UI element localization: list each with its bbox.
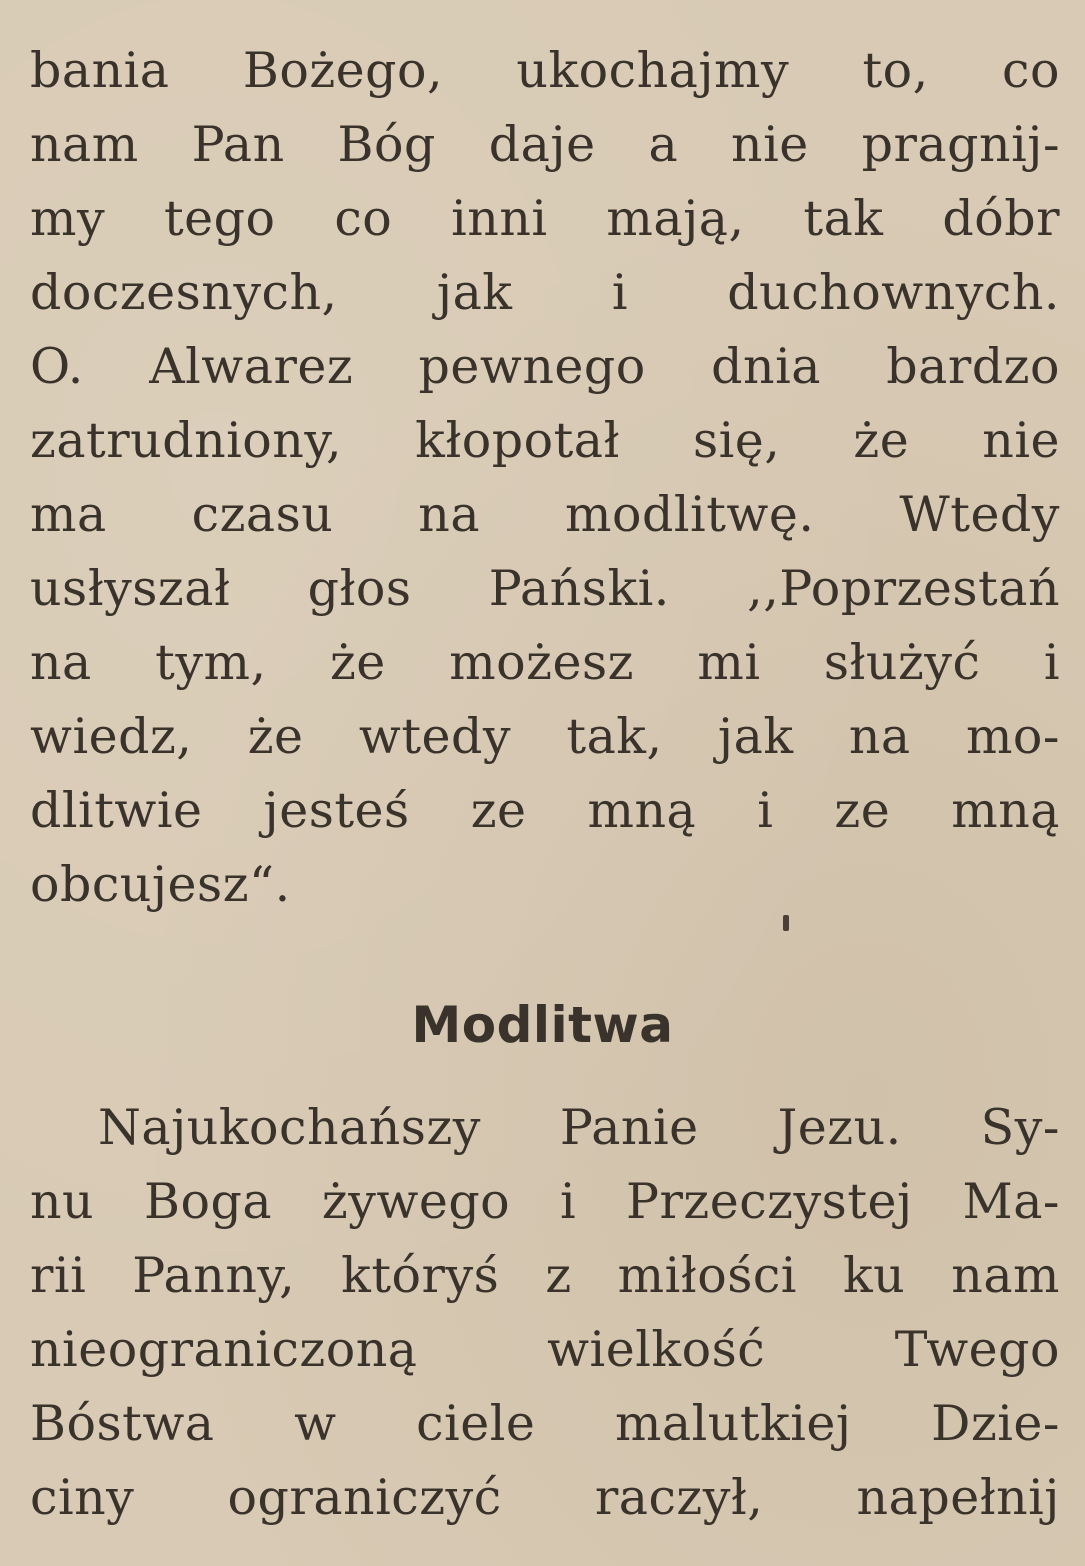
text-line: Bóstwa w ciele malutkiej Dzie- — [30, 1395, 1060, 1452]
text-line: rii Panny, któryś z miłości ku nam — [30, 1247, 1060, 1304]
text-line: wiedz, że wtedy tak, jak na mo- — [30, 708, 1060, 765]
text-line: zatrudniony, kłopotał się, że nie — [30, 412, 1060, 469]
text-line: nam Pan Bóg daje a nie pragnij- — [30, 116, 1060, 173]
text-line: nieograniczoną wielkość Twego — [30, 1321, 1060, 1378]
text-line: ciny ograniczyć raczył, napełnij — [30, 1469, 1060, 1526]
text-line: usłyszał głos Pański. ,,Poprzestań — [30, 560, 1060, 617]
text-line: doczesnych, jak i duchownych. — [30, 264, 1060, 321]
print-speck — [783, 915, 789, 931]
text-line: my tego co inni mają, tak dóbr — [30, 190, 1060, 247]
text-line: nu Boga żywego i Przeczystej Ma- — [30, 1173, 1060, 1230]
prayer-paragraph — [30, 1091, 1060, 1535]
text-line: O. Alwarez pewnego dnia bardzo — [30, 338, 1060, 395]
text-line: bania Bożego, ukochajmy to, co — [30, 42, 1060, 99]
text-line: na tym, że możesz mi służyć i — [30, 634, 1060, 691]
section-heading: Modlitwa — [411, 996, 674, 1054]
text-line: ma czasu na modlitwę. Wtedy — [30, 486, 1060, 543]
paragraph-continuation — [30, 34, 1060, 922]
text-line: Najukochańszy Panie Jezu. Sy- — [98, 1099, 1060, 1156]
text-line: dlitwie jesteś ze mną i ze mną — [30, 782, 1060, 839]
text-line: obcujesz“. — [30, 856, 291, 913]
